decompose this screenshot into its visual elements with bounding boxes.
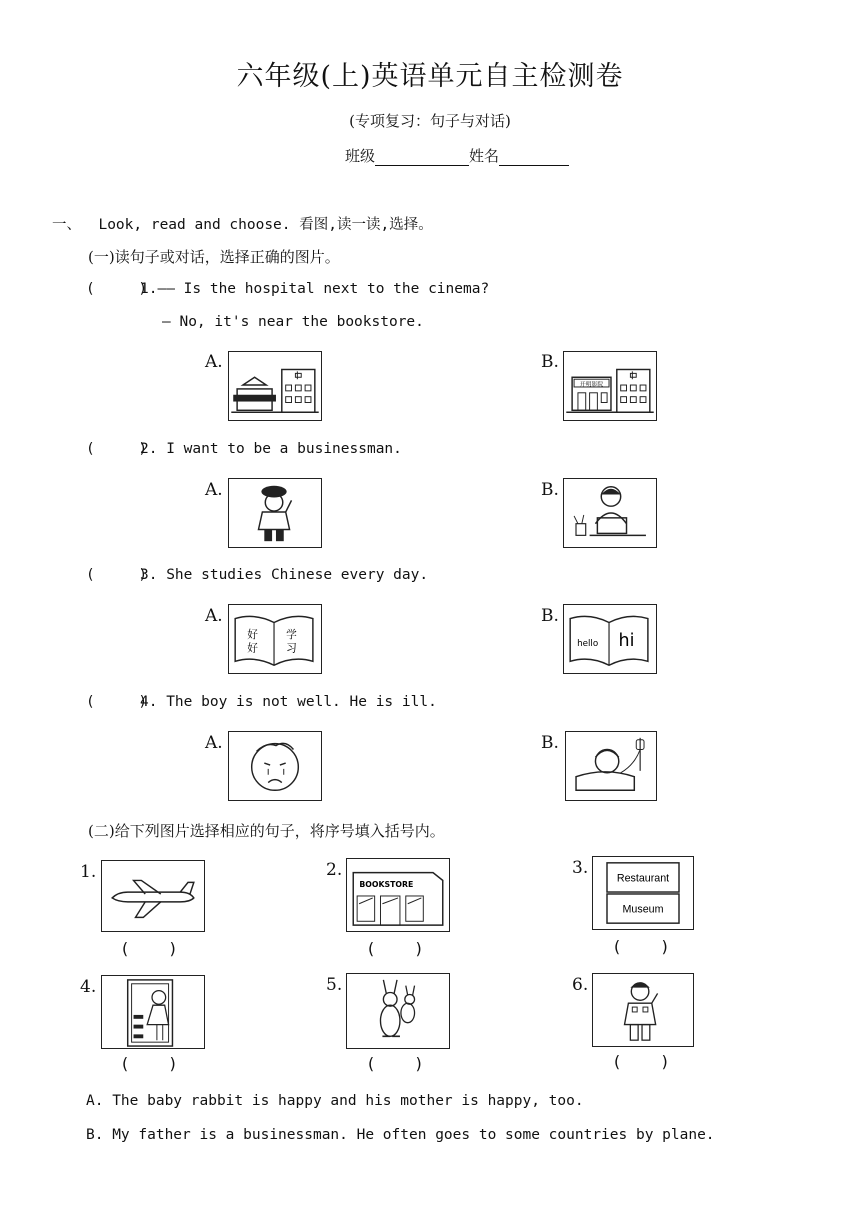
q1-option-b-label: B. [541,352,559,372]
q3-answer-paren[interactable]: ( ) [86,567,148,583]
bookstore-icon [347,859,449,931]
picture-3-number: 3. [572,858,589,878]
q3-option-a-label: A. [205,606,223,626]
picture-2-answer-blank[interactable]: ( ) [366,939,424,958]
picture-2-number: 2. [326,860,343,880]
bookstore-hospital-icon [229,352,321,420]
q1-option-b-image[interactable] [563,351,657,421]
businessman-at-laptop-icon [564,479,656,547]
police-officer-icon [229,479,321,547]
crying-boy-face-icon [229,732,321,800]
class-blank[interactable] [375,149,469,166]
q4-option-b-label: B. [541,733,559,753]
picture-5-image[interactable] [346,973,450,1049]
cinema-hospital-icon [564,352,656,420]
picture-6-number: 6. [572,975,589,995]
book-char-4: 习 [286,641,297,655]
part2-heading: (二)给下列图片选择相应的句子，将序号填入括号内。 [88,822,445,840]
picture-5-answer-blank[interactable]: ( ) [366,1054,424,1073]
q2-option-b-label: B. [541,480,559,500]
section1-heading: 一、 Look, read and choose. 看图,读一读,选择。 [52,217,433,233]
picture-1-answer-blank[interactable]: ( ) [120,939,178,958]
chinese-book-icon [229,605,321,673]
q1-option-a-image[interactable] [228,351,322,421]
part1-heading: (一)读句子或对话，选择正确的图片。 [88,248,340,266]
q4-text: 4. The boy is not well. He is ill. [140,694,437,710]
name-blank[interactable] [499,149,569,166]
picture-3-image[interactable] [592,856,694,930]
q4-option-a-label: A. [205,733,223,753]
rabbits-icon [347,974,449,1048]
cinema-sign-text: 开明影院 [579,382,604,388]
q1-text: 1.—— Is the hospital next to the cinema? [140,281,490,297]
q2-answer-paren[interactable]: ( ) [86,441,148,457]
book-word-hello: hello [577,638,599,649]
q2-option-a-label: A. [205,480,223,500]
q1-answer-paren[interactable]: ( ) [86,281,148,297]
q2-option-a-image[interactable] [228,478,322,548]
page-title: 六年级(上)英语单元自主检测卷 [236,61,624,92]
picture-1-image[interactable] [101,860,205,932]
picture-2-image[interactable] [346,858,450,932]
name-label: 姓名 [469,147,500,165]
sick-child-in-bed-icon [566,732,656,800]
book-char-3: 好 [247,641,258,655]
sign-museum: Museum [622,903,664,916]
signboard-icon [593,857,693,929]
picture-1-number: 1. [80,862,97,882]
book-char-1: 好 [247,628,258,642]
picture-3-answer-blank[interactable]: ( ) [612,937,670,956]
q4-option-b-image[interactable] [565,731,657,801]
q1-text-reply: — No, it's near the bookstore. [162,314,424,330]
english-book-icon [564,605,656,673]
picture-4-number: 4. [80,977,97,997]
q3-option-b-image[interactable] [563,604,657,674]
pilot-icon [593,974,693,1046]
picture-5-number: 5. [326,975,343,995]
q2-text: 2. I want to be a businessman. [140,441,402,457]
sign-restaurant: Restaurant [616,872,670,885]
q3-text: 3. She studies Chinese every day. [140,567,429,583]
q2-option-b-image[interactable] [563,478,657,548]
q3-option-a-image[interactable] [228,604,322,674]
q3-option-b-label: B. [541,606,559,626]
picture-4-image[interactable] [101,975,205,1049]
picture-6-answer-blank[interactable]: ( ) [612,1052,670,1071]
book-word-hi: hi [618,630,635,651]
book-char-2: 学 [286,628,297,642]
girl-at-door-icon [102,976,204,1048]
class-label: 班级 [345,147,376,165]
picture-4-answer-blank[interactable]: ( ) [120,1054,178,1073]
class-name-line [345,145,569,166]
q4-answer-paren[interactable]: ( ) [86,694,148,710]
q4-option-a-image[interactable] [228,731,322,801]
airplane-icon [102,861,204,931]
page-subtitle: (专项复习：句子与对话) [349,112,511,130]
sentence-a: A. The baby rabbit is happy and his mother is happy, too. [86,1093,584,1109]
sentence-b: B. My father is a businessman. He often goes to some countries by plane. [86,1127,715,1143]
q1-option-a-label: A. [205,352,223,372]
picture-6-image[interactable] [592,973,694,1047]
bookstore-sign-text: BOOKSTORE [359,880,414,890]
